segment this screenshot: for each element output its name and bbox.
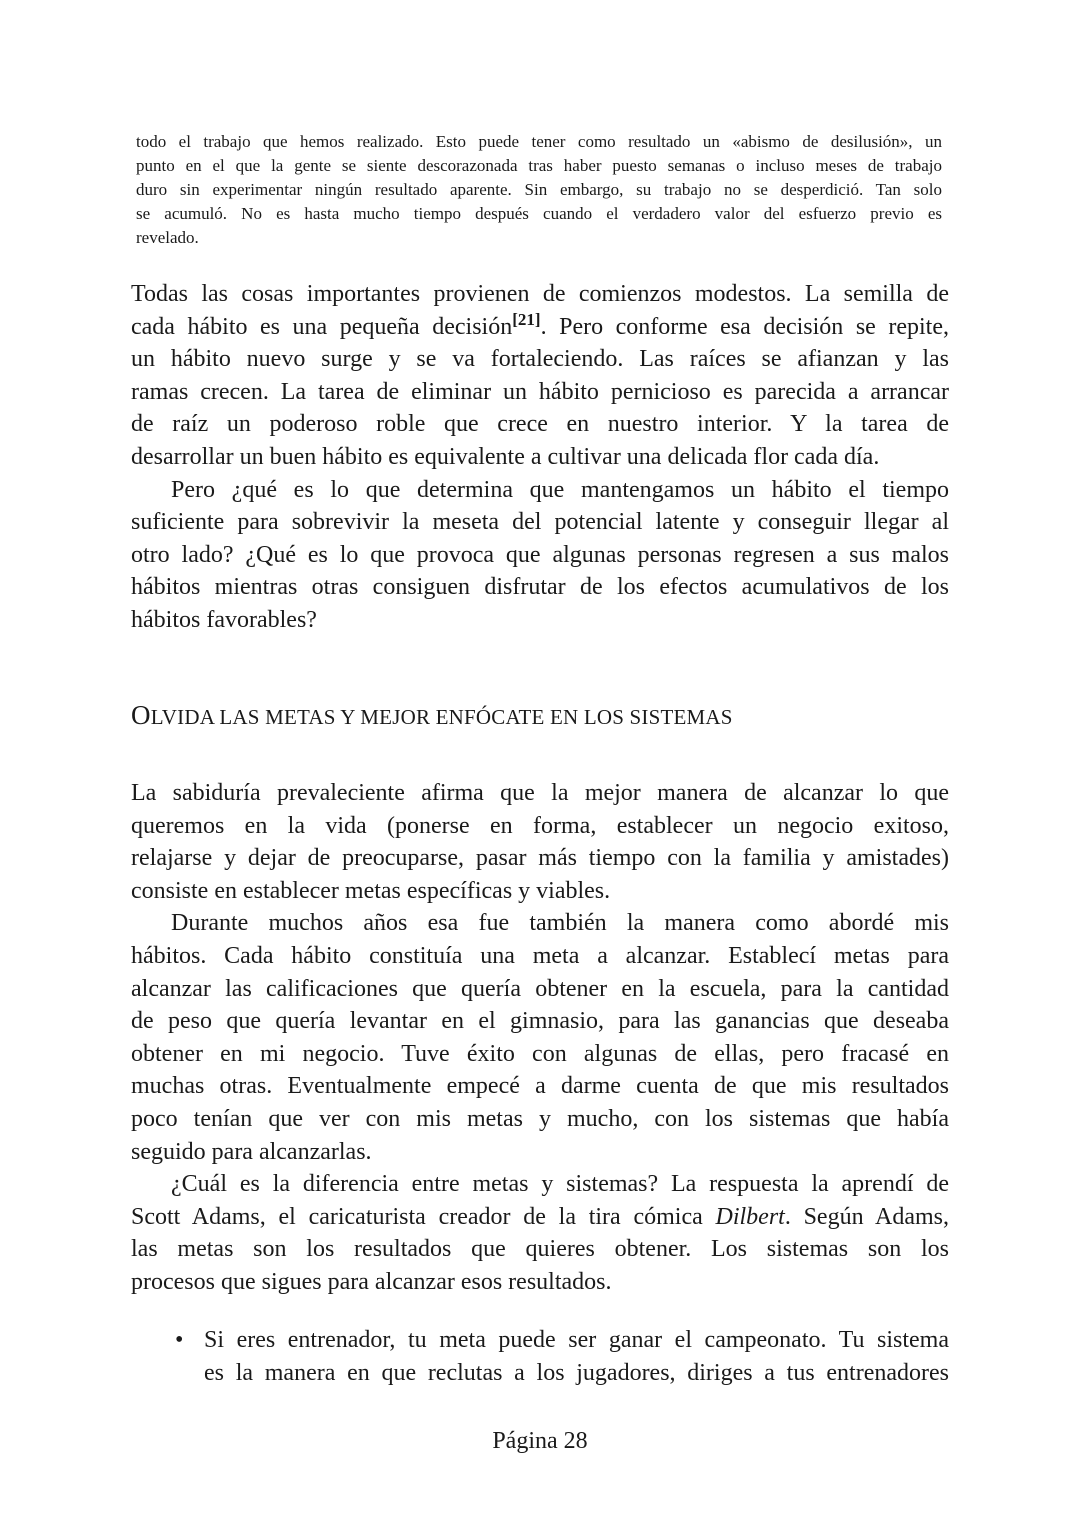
quote-line: revelado. (136, 228, 199, 247)
paragraph (131, 1168, 949, 1298)
text-segment: muchas otras. Eventualmente empecé a darme cuenta de que mis resultados (131, 1073, 949, 1100)
quote-line: todo el trabajo que hemos realizado. Esto puede tener como resultado un «abismo de desilusión», un (136, 132, 942, 151)
text-segment: un hábito nuevo surge y se va fortaleciendo. Las raíces se afianzan y las (131, 346, 949, 373)
section-heading: OLVIDA LAS METAS Y MEJOR ENFÓCATE EN LOS SISTEMAS (131, 700, 733, 730)
text-line (131, 1070, 949, 1103)
text-segment: hábitos. Cada hábito constituía una meta a alcanzar. Establecí metas para (131, 942, 949, 969)
text-line (131, 777, 949, 810)
text-line (131, 311, 949, 344)
footnote-reference: [21] (512, 309, 541, 329)
text-line (131, 408, 949, 441)
text-line (131, 940, 949, 973)
paragraph (131, 777, 949, 907)
quote-line: se acumuló. No es hasta mucho tiempo después cuando el verdadero valor del esfuerzo previo es (136, 204, 942, 223)
text-segment: . Pero conforme esa decisión se repite, (540, 313, 950, 340)
text-line (131, 506, 949, 539)
text-line (131, 1233, 949, 1266)
text-segment: procesos que sigues para alcanzar esos resultados. (131, 1268, 612, 1295)
text-line: es la manera en que reclutas a los jugadores, diriges a tus entrenadores (204, 1359, 949, 1386)
text-segment: Durante muchos años esa fue también la manera como abordé mis (171, 910, 949, 937)
body-section-1 (131, 278, 949, 637)
paragraph (131, 907, 949, 1168)
text-segment: queremos en la vida (ponerse en forma, establecer un negocio exitoso, (131, 812, 949, 839)
text-line: Si eres entrenador, tu meta puede ser ganar el campeonato. Tu sistema (204, 1327, 949, 1353)
text-line (131, 1136, 949, 1169)
text-segment: obtener en mi negocio. Tuve éxito con algunas de ellas, pero fracasé en (131, 1040, 949, 1067)
text-segment: alcanzar las calificaciones que quería obtener en la escuela, para la cantidad (131, 975, 949, 1002)
text-line (131, 1201, 949, 1234)
text-line (131, 810, 949, 843)
text-segment: relajarse y dejar de preocuparse, pasar más tiempo con la familia y amistades) (131, 845, 949, 872)
text-segment: de raíz un poderoso roble que crece en nuestro interior. Y la tarea de (131, 411, 949, 438)
text-line (131, 474, 949, 507)
text-segment: ramas crecen. La tarea de eliminar un hábito pernicioso es parecida a arrancar (131, 378, 949, 405)
text-segment: desarrollar un buen hábito es equivalente a cultivar una delicada flor cada día. (131, 443, 880, 470)
text-segment: consiste en establecer metas específicas y viables. (131, 877, 611, 904)
text-line (131, 571, 949, 604)
text-segment: seguido para alcanzarlas. (131, 1138, 372, 1165)
paragraph (131, 474, 949, 637)
list-item (131, 1324, 949, 1389)
quote-line: punto en el que la gente se siente descorazonada tras haber puesto semanas o incluso meses de trabajo (136, 156, 942, 175)
text-segment: . Según Adams, (784, 1203, 949, 1230)
text-line (131, 1266, 949, 1299)
text-line (131, 604, 949, 637)
text-line (131, 907, 949, 940)
text-line (131, 973, 949, 1006)
bullet-icon: • (175, 1327, 184, 1353)
block-quote (136, 130, 942, 250)
text-segment: cada hábito es una pequeña decisión (131, 313, 513, 340)
text-line (131, 1103, 949, 1136)
text-segment: otro lado? ¿Qué es lo que provoca que algunas personas regresen a sus malos (131, 541, 949, 568)
text-line (131, 343, 949, 376)
text-line (131, 278, 949, 311)
quote-line: duro sin experimentar ningún resultado aparente. Sin embargo, su trabajo no se desperdició. Tan solo (136, 180, 942, 199)
text-segment: ¿Cuál es la diferencia entre metas y sistemas? La respuesta la aprendí de (171, 1171, 949, 1198)
italic-title: Dilbert (715, 1203, 785, 1230)
text-line (131, 1168, 949, 1201)
text-segment: poco tenían que ver con mis metas y mucho, con los sistemas que había (131, 1105, 949, 1132)
text-line (131, 875, 949, 908)
text-segment: Scott Adams, el caricaturista creador de la tira cómica (131, 1203, 716, 1230)
text-segment: hábitos favorables? (131, 606, 317, 633)
body-section-2 (131, 777, 949, 1299)
text-line (131, 539, 949, 572)
paragraph (131, 278, 949, 474)
text-segment: suficiente para sobrevivir la meseta del potencial latente y conseguir llegar al (131, 509, 949, 536)
text-segment: hábitos mientras otras consiguen disfrutar de los efectos acumulativos de los (131, 574, 949, 601)
text-segment: Pero ¿qué es lo que determina que mantengamos un hábito el tiempo (171, 476, 949, 503)
page-number: Página 28 (492, 1428, 588, 1454)
text-line (131, 842, 949, 875)
text-segment: Todas las cosas importantes provienen de comienzos modestos. La semilla de (131, 281, 949, 307)
text-line (131, 376, 949, 409)
text-segment: las metas son los resultados que quieres obtener. Los sistemas son los (131, 1236, 949, 1263)
text-line (131, 1005, 949, 1038)
bullet-list (131, 1324, 949, 1389)
text-line (131, 1038, 949, 1071)
text-segment: La sabiduría prevaleciente afirma que la mejor manera de alcanzar lo que (131, 780, 949, 806)
text-segment: de peso que quería levantar en el gimnasio, para las ganancias que deseaba (131, 1008, 949, 1035)
text-line (131, 441, 949, 474)
